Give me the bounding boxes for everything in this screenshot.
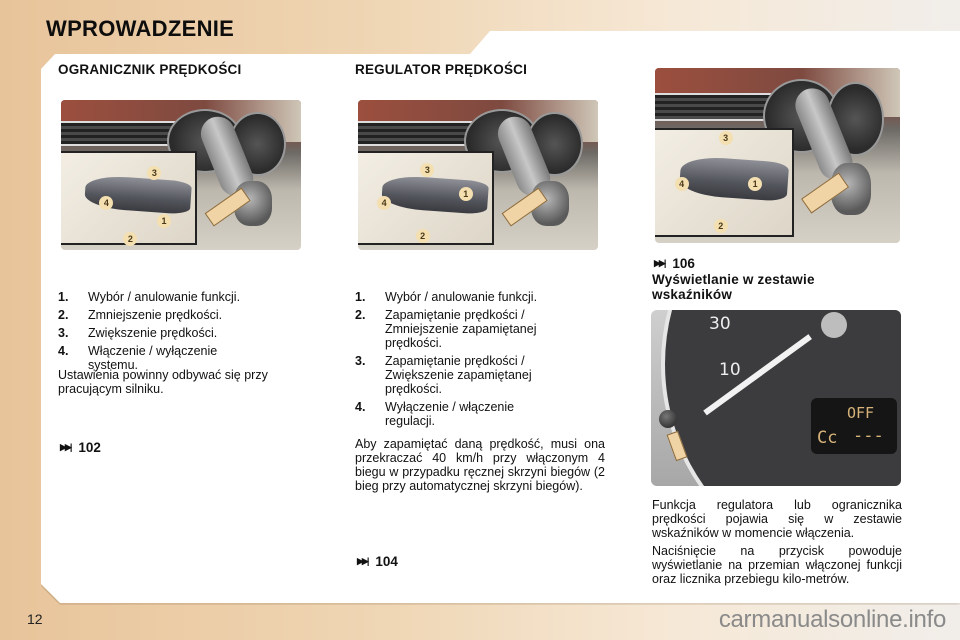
list-item: 1. Wybór / anulowanie funkcji. — [355, 290, 538, 304]
callout-4: 4 — [675, 177, 689, 191]
cruise-control-heading: REGULATOR PRĘDKOŚCI — [355, 62, 528, 77]
callout-2: 2 — [123, 232, 137, 246]
list-item: 2. Zapamiętanie prędkości / Zmniejszenie zapamiętanej prędkości. — [355, 308, 537, 350]
gauge-tick-10: 10 — [719, 360, 741, 380]
callout-3: 3 — [147, 166, 161, 180]
cruise-control-note: Aby zapamiętać daną prędkość, musi ona przekraczać 40 km/h przy włączonym 4 biegu w przypadku ręcznej skrzyni biegów (2 bieg przy automatycznej skrzyni biegów). — [355, 437, 605, 493]
page-reference-icon: ▶▶| — [654, 258, 665, 268]
page-ref-104[interactable]: ▶▶| 104 — [357, 554, 398, 569]
page-number: 12 — [27, 611, 43, 627]
instrument-cluster-illustration — [651, 310, 901, 486]
gauge-tick-30: 30 — [709, 314, 731, 334]
cruise-control-list — [355, 290, 610, 432]
display-button — [659, 410, 677, 428]
speed-limiter-note: Ustawienia powinny odbywać się przy pracującym silniku. — [58, 368, 268, 396]
speed-limiter-heading: OGRANICZNIK PRĘDKOŚCI — [58, 62, 242, 77]
display-paragraph-2: Naciśnięcie na przycisk powoduje wyświetlanie na przemian włączonej funkcji oraz licznika przebiegu kilo-metrów. — [652, 544, 902, 586]
watermark[interactable]: carmanualsonline.info — [718, 606, 946, 633]
display-paragraph-1: Funkcja regulatora lub ogranicznika prędkości pojawia się w zestawie wskaźników w momencie włączenia. — [652, 498, 902, 540]
callout-1: 1 — [748, 177, 762, 191]
display-heading: Wyświetlanie w zestawie wskaźników — [652, 272, 815, 302]
list-item: 3. Zwiększenie prędkości. — [58, 326, 218, 340]
list-item: 4. Włączenie / wyłączenie systemu. — [58, 344, 218, 372]
page-title: WPROWADZENIE — [46, 16, 235, 41]
callout-1: 1 — [459, 187, 473, 201]
list-item: 4. Wyłączenie / włączenie regulacji. — [355, 400, 515, 428]
list-item: 2. Zmniejszenie prędkości. — [58, 308, 223, 322]
callout-2: 2 — [714, 219, 728, 233]
steering-column-illustration — [655, 68, 900, 243]
callout-3: 3 — [719, 131, 733, 145]
page-reference-icon: ▶▶| — [357, 556, 368, 566]
callout-2: 2 — [416, 229, 430, 243]
page-reference-icon: ▶▶| — [60, 442, 71, 452]
callout-4: 4 — [99, 196, 113, 210]
page-ref-102[interactable]: ▶▶| 102 — [60, 440, 101, 455]
lcd-display: OFF Cc --- — [811, 398, 897, 454]
cruise-control-illustration — [358, 100, 598, 250]
speed-limiter-list — [58, 290, 313, 376]
list-item: 3. Zapamiętanie prędkości / Zwiększenie zapamiętanej prędkości. — [355, 354, 532, 396]
list-item: 1. Wybór / anulowanie funkcji. — [58, 290, 241, 304]
callout-1: 1 — [157, 214, 171, 228]
speed-limiter-illustration — [61, 100, 301, 250]
callout-4: 4 — [377, 196, 391, 210]
page-ref-106[interactable]: ▶▶| 106 — [654, 256, 695, 271]
callout-3: 3 — [420, 163, 434, 177]
